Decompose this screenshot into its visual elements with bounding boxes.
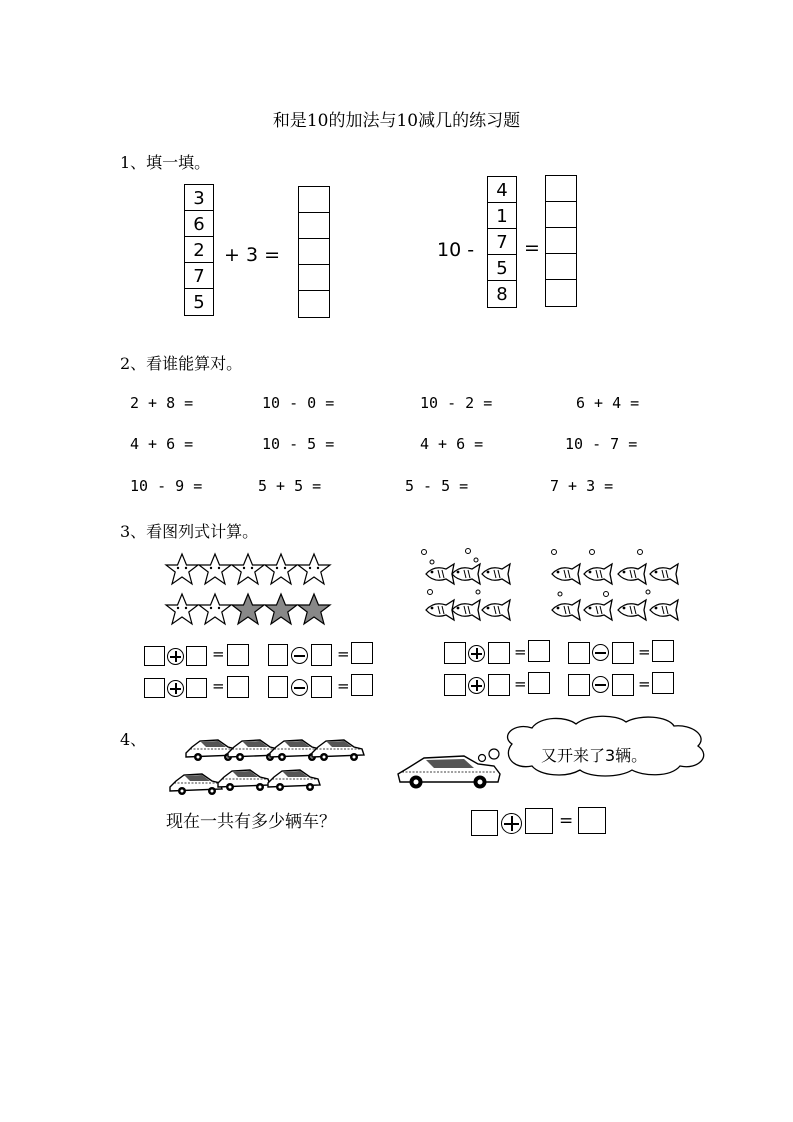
answer-box[interactable]: [186, 646, 207, 666]
equals-sign: =: [212, 677, 225, 695]
answer-box[interactable]: [546, 280, 576, 306]
left-answer-column: [298, 186, 330, 318]
answer-box[interactable]: [311, 644, 332, 666]
minus-icon: [291, 679, 308, 696]
fish-group-right-illustration: [546, 546, 692, 626]
answer-box[interactable]: [227, 644, 249, 666]
answer-box[interactable]: [144, 678, 165, 698]
plus-icon: [468, 677, 485, 694]
right-number: 8: [496, 284, 508, 305]
right-number-column: [487, 176, 517, 308]
page-title: 和是10的加法与10减几的练习题: [272, 111, 521, 131]
answer-box[interactable]: [444, 674, 466, 696]
section2-heading: 2、看谁能算对。: [120, 354, 243, 373]
answer-box[interactable]: [268, 644, 288, 666]
answer-box[interactable]: [528, 640, 550, 662]
answer-box[interactable]: [652, 672, 674, 694]
answer-box[interactable]: [612, 642, 634, 664]
plus-icon: [501, 813, 522, 834]
left-number: 6: [185, 211, 213, 237]
thought-bubble-text: 又开来了3辆。: [541, 746, 648, 765]
answer-box[interactable]: [444, 642, 466, 664]
left-operator: + 3 =: [224, 244, 281, 266]
answer-box[interactable]: [299, 291, 329, 317]
right-answer-column: [545, 175, 577, 307]
answer-box[interactable]: [546, 176, 576, 202]
equals-sign: =: [514, 643, 527, 661]
equation: 10 - 2 =: [420, 394, 493, 412]
minus-icon: [592, 644, 609, 661]
right-number: 4: [488, 177, 516, 203]
answer-box[interactable]: [227, 676, 249, 698]
equation: 10 - 7 =: [565, 435, 638, 453]
equals-sign: =: [337, 645, 350, 663]
equation: 5 - 5 =: [405, 477, 469, 495]
answer-box[interactable]: [578, 807, 606, 834]
answer-box[interactable]: [568, 674, 590, 696]
left-number: 7: [185, 263, 213, 289]
equation: 10 - 0 =: [262, 394, 335, 412]
answer-box[interactable]: [299, 187, 329, 213]
stars-illustration: [160, 546, 345, 634]
answer-box[interactable]: [268, 676, 288, 698]
plus-icon: [167, 680, 184, 697]
answer-box[interactable]: [546, 202, 576, 228]
answer-box[interactable]: [525, 808, 553, 834]
answer-box[interactable]: [488, 674, 510, 696]
answer-box[interactable]: [652, 640, 674, 662]
answer-box[interactable]: [568, 642, 590, 664]
answer-box[interactable]: [311, 676, 332, 698]
right-equals: =: [524, 237, 540, 259]
answer-box[interactable]: [488, 642, 510, 664]
equals-sign: =: [559, 811, 574, 831]
answer-box[interactable]: [351, 674, 373, 696]
equation: 10 - 5 =: [262, 435, 335, 453]
answer-box[interactable]: [351, 642, 373, 664]
right-prefix: 10 -: [437, 239, 475, 261]
answer-box[interactable]: [144, 646, 165, 666]
answer-box[interactable]: [612, 674, 634, 696]
equation: 4 + 6 =: [130, 435, 194, 453]
plus-icon: [468, 645, 485, 662]
answer-box[interactable]: [528, 672, 550, 694]
equals-sign: =: [638, 643, 651, 661]
equals-sign: =: [638, 675, 651, 693]
equals-sign: =: [514, 675, 527, 693]
answer-box[interactable]: [546, 228, 576, 254]
fish-group-left-illustration: [418, 546, 524, 626]
left-number-column: [184, 184, 214, 316]
section1-heading: 1、填一填。: [120, 153, 211, 172]
left-number: 3: [185, 185, 213, 211]
equals-sign: =: [212, 645, 225, 663]
equation: 2 + 8 =: [130, 394, 194, 412]
right-number: 1: [488, 203, 516, 229]
equation: 7 + 3 =: [550, 477, 614, 495]
answer-box[interactable]: [299, 213, 329, 239]
equation: 6 + 4 =: [576, 394, 640, 412]
section3-heading: 3、看图列式计算。: [120, 522, 259, 541]
left-number: 5: [193, 292, 205, 313]
answer-box[interactable]: [186, 678, 207, 698]
minus-icon: [291, 647, 308, 664]
cars-illustration: [166, 735, 370, 803]
question-text: 现在一共有多少辆车？: [166, 812, 336, 832]
minus-icon: [592, 676, 609, 693]
equation: 4 + 6 =: [420, 435, 484, 453]
answer-box[interactable]: [471, 810, 498, 836]
right-number: 7: [488, 229, 516, 255]
section4-heading: 4、: [120, 730, 147, 749]
equals-sign: =: [337, 677, 350, 695]
equation: 5 + 5 =: [258, 477, 322, 495]
equation: 10 - 9 =: [130, 477, 203, 495]
right-number: 5: [488, 255, 516, 281]
answer-box[interactable]: [299, 265, 329, 291]
answer-box[interactable]: [546, 254, 576, 280]
left-number: 2: [185, 237, 213, 263]
plus-icon: [167, 648, 184, 665]
answer-box[interactable]: [299, 239, 329, 265]
